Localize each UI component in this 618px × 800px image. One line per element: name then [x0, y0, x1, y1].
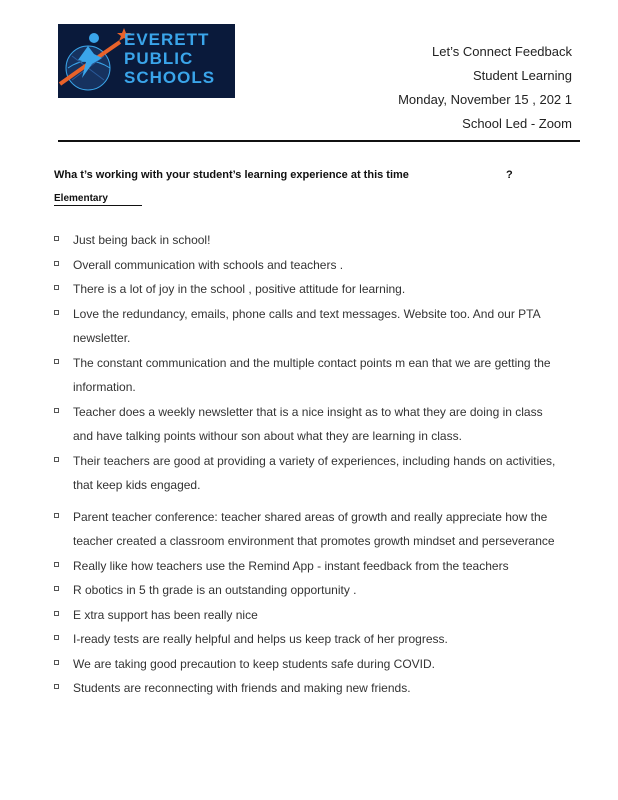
- bullet-icon: [54, 359, 59, 364]
- header-date: Monday, November 15 , 202 1: [398, 92, 572, 107]
- list-item: [54, 253, 564, 278]
- list-item-text: I-ready tests are really helpful and helps us keep track of her progress.: [73, 632, 448, 646]
- bullet-icon: [54, 457, 59, 462]
- list-item: [54, 351, 564, 400]
- question-heading: [54, 169, 574, 181]
- list-item: [54, 627, 564, 652]
- list-item-text: Parent teacher conference: teacher shared areas of growth and really appreciate how the teacher created a classroom environment that promotes growth mindset and perseverance: [73, 509, 555, 548]
- bullet-icon: [54, 513, 59, 518]
- list-item: [54, 578, 564, 603]
- bullet-icon: [54, 562, 59, 567]
- list-item: [54, 505, 564, 554]
- list-item-text: There is a lot of joy in the school , positive attitude for learning.: [73, 282, 406, 296]
- logo-line-3: SCHOOLS: [124, 68, 216, 87]
- header-title: Let’s Connect Feedback: [432, 44, 572, 59]
- feedback-list: [54, 228, 564, 701]
- bullet-icon: [54, 660, 59, 665]
- list-item: [54, 302, 564, 351]
- list-item: [54, 400, 564, 449]
- question-text: Wha t’s working with your student’s learning experience at this time: [54, 169, 409, 181]
- bullet-icon: [54, 611, 59, 616]
- question-mark: ?: [506, 169, 513, 181]
- list-item-text: Just being back in school!: [73, 233, 211, 247]
- list-item-text: Overall communication with schools and teachers .: [73, 257, 344, 272]
- logo-line-2: PUBLIC: [124, 49, 194, 68]
- header-divider: [58, 140, 580, 142]
- list-item-text: Really like how teachers use the Remind App - instant feedback from the teachers: [73, 558, 509, 573]
- list-item-text: R obotics in 5 th grade is an outstanding opportunity .: [73, 583, 357, 597]
- bullet-icon: [54, 285, 59, 290]
- list-item: [54, 554, 564, 579]
- list-item-text: E xtra support has been really nice: [73, 607, 258, 622]
- bullet-icon: [54, 408, 59, 413]
- bullet-icon: [54, 310, 59, 315]
- list-item: [54, 277, 564, 302]
- list-item-text: Teacher does a weekly newsletter that is a nice insight as to what they are doing in class and have talking points withour son about what they are learning in class.: [73, 404, 543, 443]
- logo-line-1: EVERETT: [124, 30, 210, 49]
- list-item: [54, 676, 564, 701]
- list-item: [54, 603, 564, 628]
- bullet-icon: [54, 684, 59, 689]
- header-format: School Led - Zoom: [462, 116, 572, 131]
- district-logo: [58, 24, 235, 98]
- header-subtitle: Student Learning: [472, 68, 572, 83]
- list-item-text: Love the redundancy, emails, phone calls and text messages. Website too. And our PTA newsletter.: [73, 306, 540, 345]
- bullet-icon: [54, 635, 59, 640]
- section-title: Elementary: [54, 193, 142, 206]
- list-item-text: Students are reconnecting with friends and making new friends.: [73, 681, 411, 695]
- bullet-icon: [54, 261, 59, 266]
- bullet-icon: [54, 236, 59, 241]
- list-item: [54, 449, 564, 498]
- document-header: [312, 40, 572, 136]
- list-item-text: We are taking good precaution to keep students safe during COVID.: [73, 656, 435, 671]
- logo-text: [124, 30, 215, 87]
- bullet-icon: [54, 586, 59, 591]
- list-item: [54, 228, 564, 253]
- list-item-text: The constant communication and the multiple contact points m ean that we are getting the information.: [73, 355, 551, 394]
- list-item: [54, 652, 564, 677]
- list-item-text: Their teachers are good at providing a variety of experiences, including hands on activities, that keep kids engaged.: [73, 453, 556, 492]
